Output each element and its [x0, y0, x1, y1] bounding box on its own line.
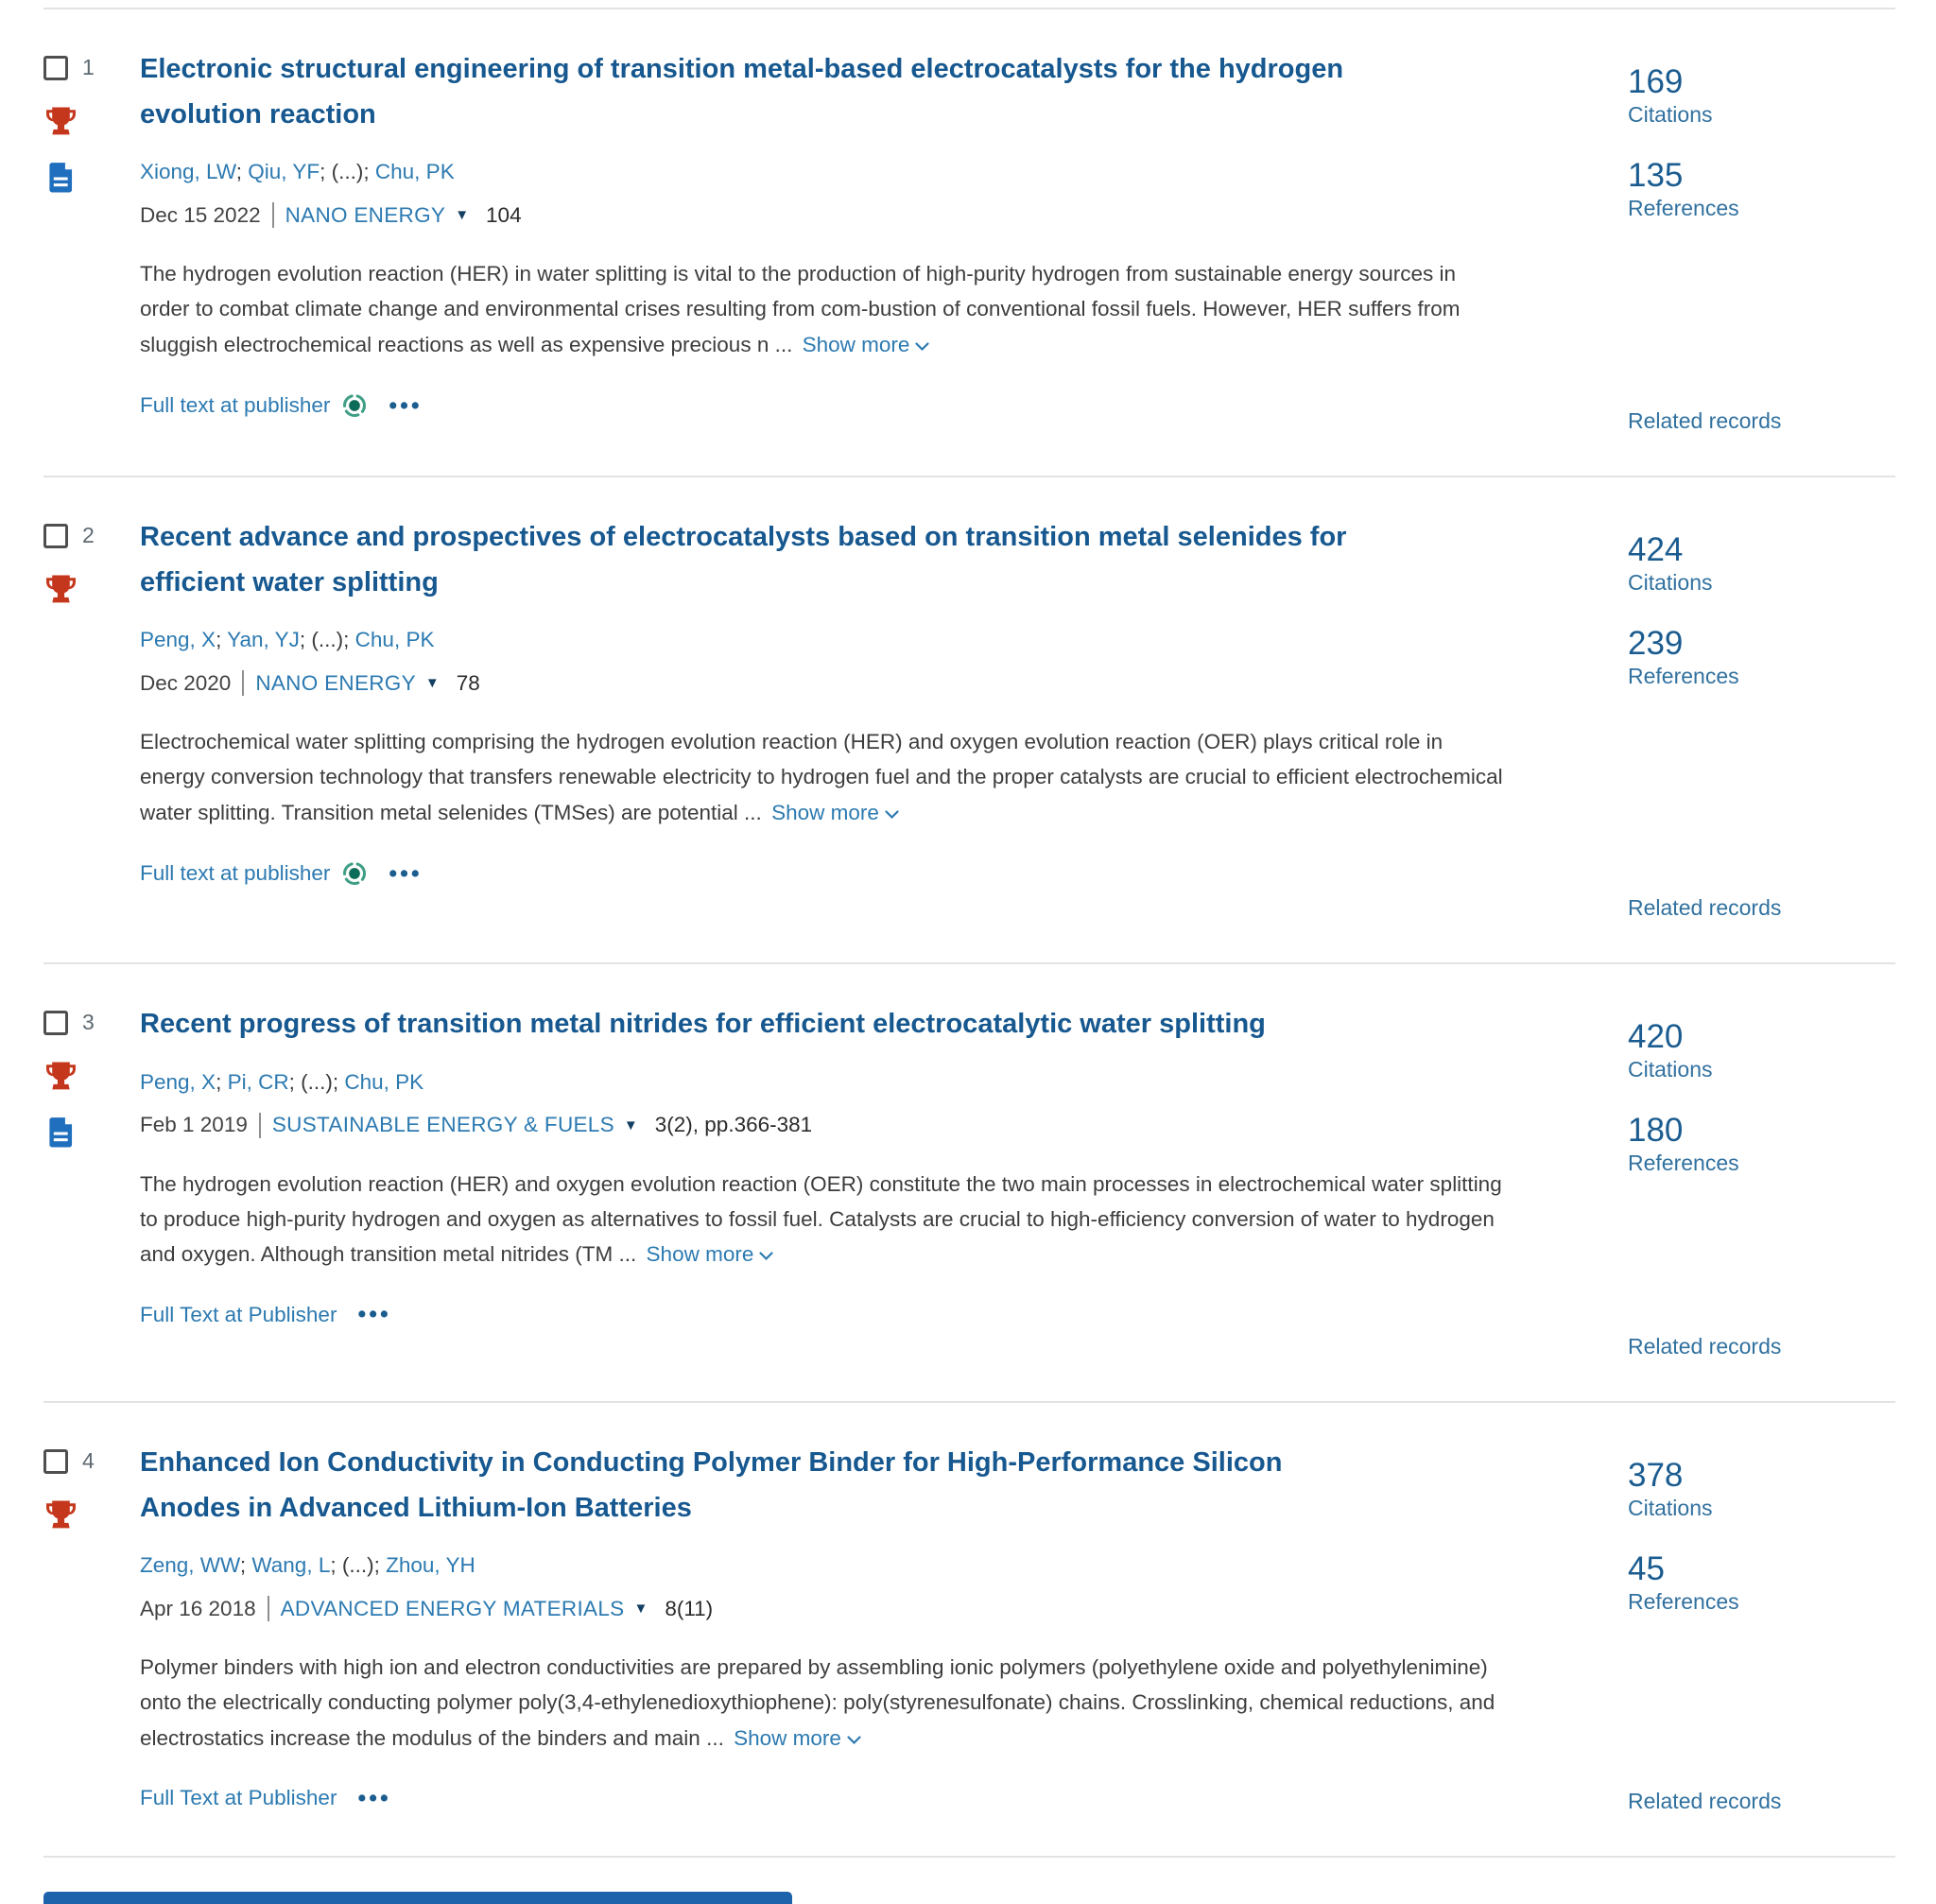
publication-line — [140, 202, 1618, 228]
divider — [268, 1596, 269, 1621]
related-records-link[interactable]: Related records — [1628, 895, 1782, 920]
full-text-link[interactable]: Full Text at Publisher — [140, 1302, 337, 1326]
publication-line — [140, 670, 1618, 696]
full-text-link[interactable]: Full text at publisher — [140, 393, 331, 418]
record-metrics — [1628, 1002, 1895, 1401]
references-metric[interactable] — [1628, 1549, 1895, 1615]
open-access-icon — [341, 860, 368, 887]
references-count: 239 — [1628, 625, 1684, 662]
related-records-link[interactable]: Related records — [1628, 408, 1782, 433]
record-rail — [43, 515, 140, 962]
full-text-link[interactable]: Full Text at Publisher — [140, 1786, 337, 1810]
references-label: References — [1628, 664, 1739, 688]
open-access-icon — [341, 392, 368, 419]
full-text-link[interactable]: Full text at publisher — [140, 861, 331, 886]
highly-cited-trophy-icon — [45, 1060, 77, 1094]
author-link[interactable]: Chu, PK — [344, 1069, 424, 1094]
article-title-link[interactable]: Enhanced Ion Conductivity in Conducting Polymer Binder for High-Performance Silicon Anodes in Advanced Lithium-Ion Batteries — [140, 1447, 1283, 1523]
record-number: 2 — [82, 523, 95, 547]
abstract-text: Electrochemical water splitting comprising the hydrogen evolution reaction (HER) and oxygen evolution reaction (OER) plays critical role in energy conversion technology that transfers renewable electricity to hydrogen fuel and the proper catalysts are crucial to efficient electrochemical water splitting. Transition metal selenides (TMSes) are potential ... Show more — [140, 730, 1503, 824]
citations-label: Citations — [1628, 102, 1713, 127]
result-record — [43, 1401, 1895, 1856]
volume-info: 8(11) — [665, 1596, 714, 1620]
abstract-text: The hydrogen evolution reaction (HER) in water splitting is vital to the production of high-purity hydrogen from sustainable energy sources in order to combat climate change and environmental crises resulting from com-bustion of conventional fossil fuels. However, HER suffers from sluggish electrochemical reactions as well as expensive precious n ... Show more — [140, 262, 1461, 356]
divider — [43, 1856, 1895, 1884]
author-link[interactable]: Chu, PK — [374, 160, 455, 184]
author-ellipsis: (...) — [341, 1553, 374, 1578]
references-count: 45 — [1628, 1550, 1665, 1587]
divider — [259, 1113, 261, 1138]
article-title-link[interactable]: Electronic structural engineering of transition metal-based electrocatalysts for the hydrogen evolution reaction — [140, 54, 1344, 130]
publication-date: Feb 1 2019 — [140, 1113, 248, 1137]
references-metric[interactable] — [1628, 156, 1895, 221]
highly-cited-trophy-icon — [45, 105, 77, 139]
author-list: Peng, X; Pi, CR; (...); Chu, PK — [140, 1069, 424, 1094]
volume-info: 104 — [486, 202, 522, 227]
highly-cited-trophy-icon — [45, 1498, 77, 1532]
record-metrics — [1628, 47, 1895, 476]
record-number: 3 — [82, 1010, 95, 1034]
references-count: 180 — [1628, 1112, 1684, 1149]
more-actions-menu-icon[interactable]: ••• — [357, 1301, 391, 1328]
highly-cited-trophy-icon — [45, 573, 77, 607]
citations-label: Citations — [1628, 570, 1713, 595]
chevron-down-icon — [759, 1252, 773, 1261]
citations-metric[interactable] — [1628, 1456, 1895, 1521]
related-records-link[interactable]: Related records — [1628, 1334, 1782, 1359]
citations-metric[interactable] — [1628, 530, 1895, 596]
record-metrics — [1628, 515, 1895, 962]
author-link[interactable]: Yan, YJ — [227, 628, 300, 652]
record-number: 1 — [82, 55, 95, 79]
result-record — [43, 8, 1895, 476]
result-record — [43, 962, 1895, 1401]
author-link[interactable]: Peng, X — [140, 628, 216, 652]
publication-date: Dec 2020 — [140, 670, 232, 695]
volume-info: 78 — [456, 670, 480, 695]
journal-dropdown-icon[interactable]: ▼ — [424, 675, 440, 692]
journal-link[interactable]: ADVANCED ENERGY MATERIALS — [280, 1596, 625, 1620]
journal-link[interactable]: NANO ENERGY — [285, 202, 446, 227]
record-rail — [43, 47, 140, 476]
citations-metric[interactable] — [1628, 1017, 1895, 1082]
citations-count: 378 — [1628, 1457, 1684, 1494]
citations-count: 169 — [1628, 63, 1684, 100]
author-link[interactable]: Pi, CR — [227, 1069, 289, 1094]
show-more-link[interactable]: Show more — [803, 333, 930, 356]
references-count: 135 — [1628, 157, 1684, 194]
journal-dropdown-icon[interactable]: ▼ — [455, 207, 470, 224]
references-label: References — [1628, 1151, 1739, 1175]
author-ellipsis: (...) — [311, 628, 344, 652]
fulltext-row — [140, 1303, 1618, 1373]
chevron-down-icon — [885, 810, 899, 820]
author-link[interactable]: Qiu, YF — [248, 160, 320, 184]
abstract-text: Polymer binders with high ion and electron conductivities are prepared by assembling ionic polymers (polyethylene oxide and polyethylenimine) onto the electrically conducting polymer poly(3,4-ethylenedioxythiophene): poly(styrenesulfonate) chains. Crosslinking, chemical reductions, and electrostatics increase the modulus of the binders and main ... Show more — [140, 1655, 1495, 1750]
result-record — [43, 476, 1895, 962]
journal-link[interactable]: NANO ENERGY — [255, 670, 416, 695]
citations-label: Citations — [1628, 1496, 1713, 1520]
article-title-link[interactable]: Recent progress of transition metal nitrides for efficient electrocatalytic water splitting — [140, 1009, 1266, 1039]
article-title-link[interactable]: Recent advance and prospectives of electrocatalysts based on transition metal selenides for efficient water splitting — [140, 522, 1347, 597]
document-icon — [48, 1116, 74, 1148]
record-main — [140, 515, 1628, 962]
show-more-link[interactable]: Show more — [647, 1242, 774, 1266]
show-more-link[interactable]: Show more — [734, 1726, 861, 1750]
author-ellipsis: (...) — [331, 160, 364, 184]
clipped-bottom-bar — [43, 1892, 792, 1904]
references-label: References — [1628, 1589, 1739, 1614]
references-metric[interactable] — [1628, 624, 1895, 689]
publication-line — [140, 1596, 1618, 1621]
publication-date: Dec 15 2022 — [140, 202, 261, 227]
more-actions-menu-icon[interactable]: ••• — [389, 859, 423, 887]
more-actions-menu-icon[interactable]: ••• — [389, 391, 423, 419]
citations-label: Citations — [1628, 1057, 1713, 1082]
record-number: 4 — [82, 1448, 95, 1473]
author-link[interactable]: Zeng, WW — [140, 1553, 240, 1578]
related-records-link[interactable]: Related records — [1628, 1789, 1782, 1814]
abstract-text: The hydrogen evolution reaction (HER) and oxygen evolution reaction (OER) constitute the two main processes in electrochemical water splitting to produce high-purity hydrogen and oxygen as alternatives to fossil fuel. Catalysts are crucial to high-efficiency conversion of water to hydrogen and oxygen. Although transition metal nitrides (TM ... Show more — [140, 1171, 1502, 1267]
publication-date: Apr 16 2018 — [140, 1596, 256, 1620]
record-main — [140, 1002, 1628, 1401]
record-main — [140, 1441, 1628, 1856]
journal-dropdown-icon[interactable]: ▼ — [623, 1116, 638, 1134]
fulltext-row — [140, 1786, 1618, 1856]
author-list: Peng, X; Yan, YJ; (...); Chu, PK — [140, 628, 435, 652]
chevron-down-icon — [915, 342, 929, 352]
record-select-checkbox[interactable] — [43, 56, 68, 80]
record-select-checkbox[interactable] — [43, 1011, 68, 1035]
author-link[interactable]: Chu, PK — [354, 628, 435, 652]
record-select-checkbox[interactable] — [43, 1449, 68, 1474]
author-link[interactable]: Wang, L — [251, 1553, 331, 1578]
citations-metric[interactable] — [1628, 62, 1895, 128]
record-main — [140, 47, 1628, 476]
record-rail — [43, 1441, 140, 1856]
record-rail — [43, 1002, 140, 1401]
references-metric[interactable] — [1628, 1111, 1895, 1176]
author-link[interactable]: Xiong, LW — [140, 160, 236, 184]
author-list: Xiong, LW; Qiu, YF; (...); Chu, PK — [140, 160, 455, 184]
fulltext-row — [140, 860, 1618, 932]
author-ellipsis: (...) — [301, 1069, 333, 1094]
record-metrics — [1628, 1441, 1895, 1856]
document-icon — [48, 162, 74, 193]
chevron-down-icon — [847, 1736, 861, 1745]
journal-dropdown-icon[interactable]: ▼ — [633, 1601, 648, 1618]
author-link[interactable]: Peng, X — [140, 1069, 216, 1094]
journal-link[interactable]: SUSTAINABLE ENERGY & FUELS — [271, 1113, 614, 1137]
volume-info: 3(2), pp.366-381 — [654, 1113, 813, 1137]
author-link[interactable]: Zhou, YH — [386, 1553, 475, 1578]
citations-count: 420 — [1628, 1018, 1684, 1055]
show-more-link[interactable]: Show more — [771, 801, 899, 824]
author-list: Zeng, WW; Wang, L; (...); Zhou, YH — [140, 1553, 475, 1578]
fulltext-row — [140, 392, 1618, 464]
citations-count: 424 — [1628, 531, 1684, 568]
divider — [272, 202, 274, 228]
divider — [242, 670, 244, 696]
publication-line — [140, 1113, 1618, 1138]
record-select-checkbox[interactable] — [43, 524, 68, 548]
more-actions-menu-icon[interactable]: ••• — [357, 1784, 391, 1811]
references-label: References — [1628, 196, 1739, 220]
